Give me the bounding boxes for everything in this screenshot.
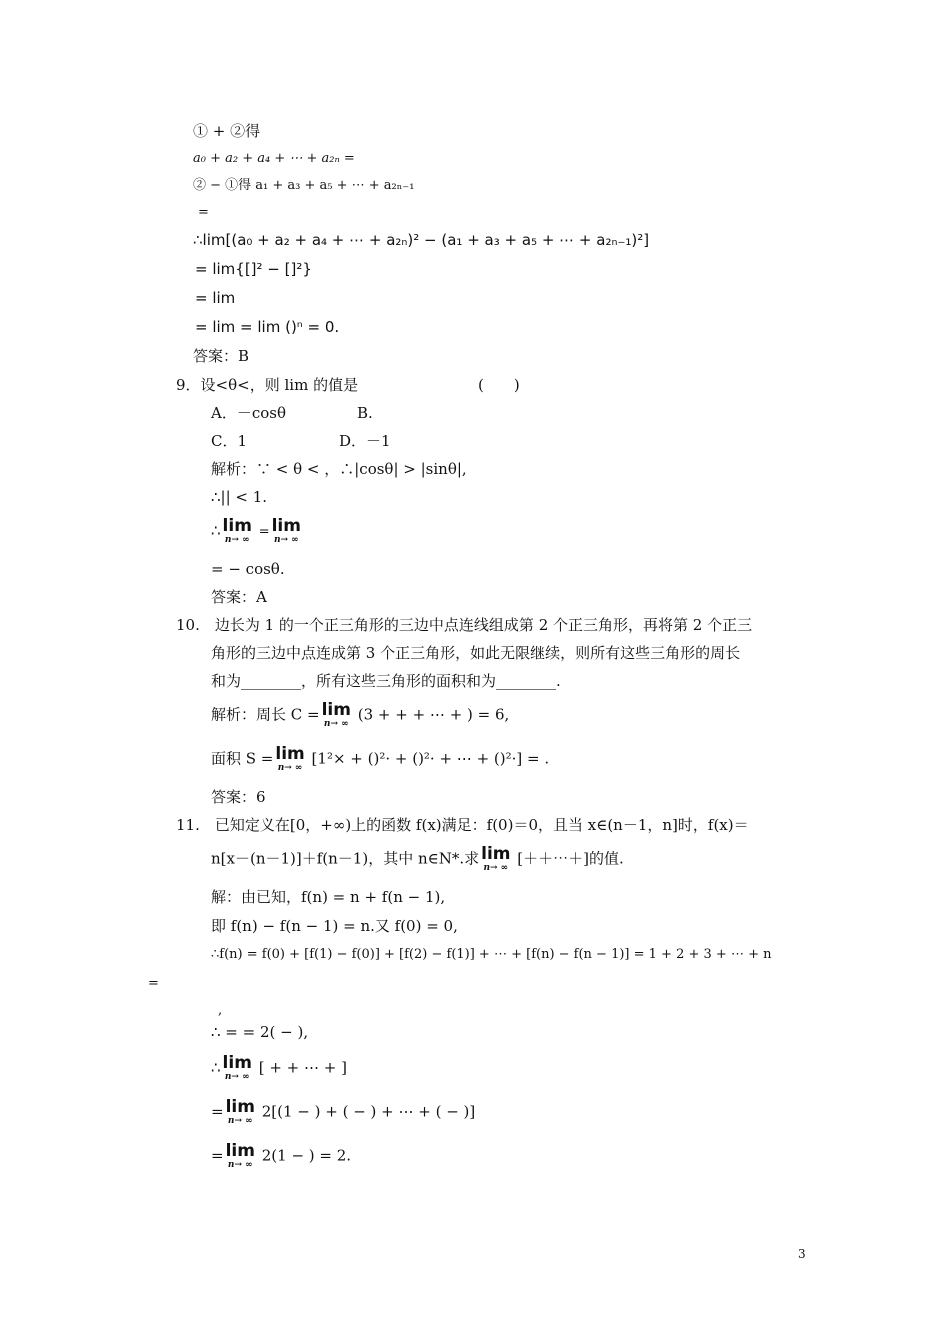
text-line: = lim{[]² − []²} [195,260,312,278]
text-line: 角形的三边中点连成第 3 个正三角形，如此无限继续，则所有这些三角形的周长 [211,644,741,662]
limit-line: = lim n→ ∞ 2[(1 − ) + ( − ) + ⋯ + ( − )] [211,1097,476,1126]
text-line: 解：由已知，f(n) = n + f(n − 1), [211,888,446,906]
text-line: ∴lim[(a₀ + a₂ + a₄ + ⋯ + a₂ₙ)² − (a₁ + a₃ + a₅ + ⋯ + a₂ₙ₋₁)²] [193,231,650,249]
limit-line: ∴ lim n→ ∞ [ + + ⋯ + ] [211,1053,347,1082]
option-b: B. [357,404,373,422]
lim-symbol: lim n→ ∞ [275,744,305,773]
answer-line: 答案：A [211,588,267,606]
text-line: 即 f(n) − f(n − 1) = n.又 f(0) = 0, [211,917,458,935]
text-line: ∴|| < 1. [211,488,268,506]
lim-symbol: lim n→ ∞ [222,516,252,545]
text-line: 解析：∵ < θ < ，∴|cosθ| > |sinθ|, [211,460,467,478]
lim-symbol: lim n→ ∞ [321,700,351,729]
text-line: = − cosθ. [211,560,285,578]
lim-symbol: lim n→ ∞ [225,1141,255,1170]
limit-line: 面积 S = lim n→ ∞ [1²× + ()²· + ()²· + ⋯ + ()²·] = . [211,744,550,773]
question-9: 9．设<θ<，则 lim 的值是 [176,376,359,394]
text-line: = lim = lim ()ⁿ = 0. [195,318,340,336]
limit-line: 解析：周长 C = lim n→ ∞ (3 + + + ⋯ + ) = 6, [211,700,510,729]
limit-line: n[x－(n－1)]＋f(n－1)，其中 n∈N*.求 lim n→ ∞ [＋＋⋯＋]的值. [211,844,624,873]
question-11: 11. 已知定义在[0，+∞)上的函数 f(x)满足：f(0)＝0，且当 x∈(n－1，n]时，f(x)＝ [176,816,749,834]
text-line: 和为________，所有这些三角形的面积和为________. [211,672,561,690]
lim-symbol: lim n→ ∞ [225,1097,255,1126]
text-line: ① + ②得 [193,122,261,140]
option-d: D．－1 [339,432,391,450]
text-line: , [218,1003,223,1018]
option-a: A．－cosθ [211,404,286,422]
text-line: = lim [195,289,236,307]
lim-symbol: lim n→ ∞ [222,1053,252,1082]
text-line: ② − ①得 a₁ + a₃ + a₅ + ⋯ + a₂ₙ₋₁ [193,178,415,193]
lim-symbol: lim n→ ∞ [481,844,511,873]
text-line: ∴f(n) = f(0) + [f(1) − f(0)] + [f(2) − f(1)] + ⋯ + [f(n) − f(n − 1)] = 1 + 2 + 3 + ⋯ + n [211,947,772,962]
limit-line: = lim n→ ∞ 2(1 − ) = 2. [211,1141,352,1170]
text-line: a₀ + a₂ + a₄ + ⋯ + a₂ₙ = [193,151,355,166]
page-number: 3 [798,1247,806,1261]
limit-line: ∴ lim n→ ∞ = lim n→ ∞ [211,516,301,545]
answer-line: 答案：6 [211,788,266,806]
option-c: C．1 [211,432,248,450]
answer-bracket: ( ) [478,376,520,394]
text-line: = [198,205,209,220]
text-line: ∴ = = 2( − ), [211,1023,309,1041]
lim-symbol: lim n→ ∞ [271,516,301,545]
text-line: = [148,976,159,991]
answer-line: 答案：B [193,347,250,365]
question-10: 10. 边长为 1 的一个正三角形的三边中点连线组成第 2 个正三角形，再将第 2 个正三 [176,616,753,634]
